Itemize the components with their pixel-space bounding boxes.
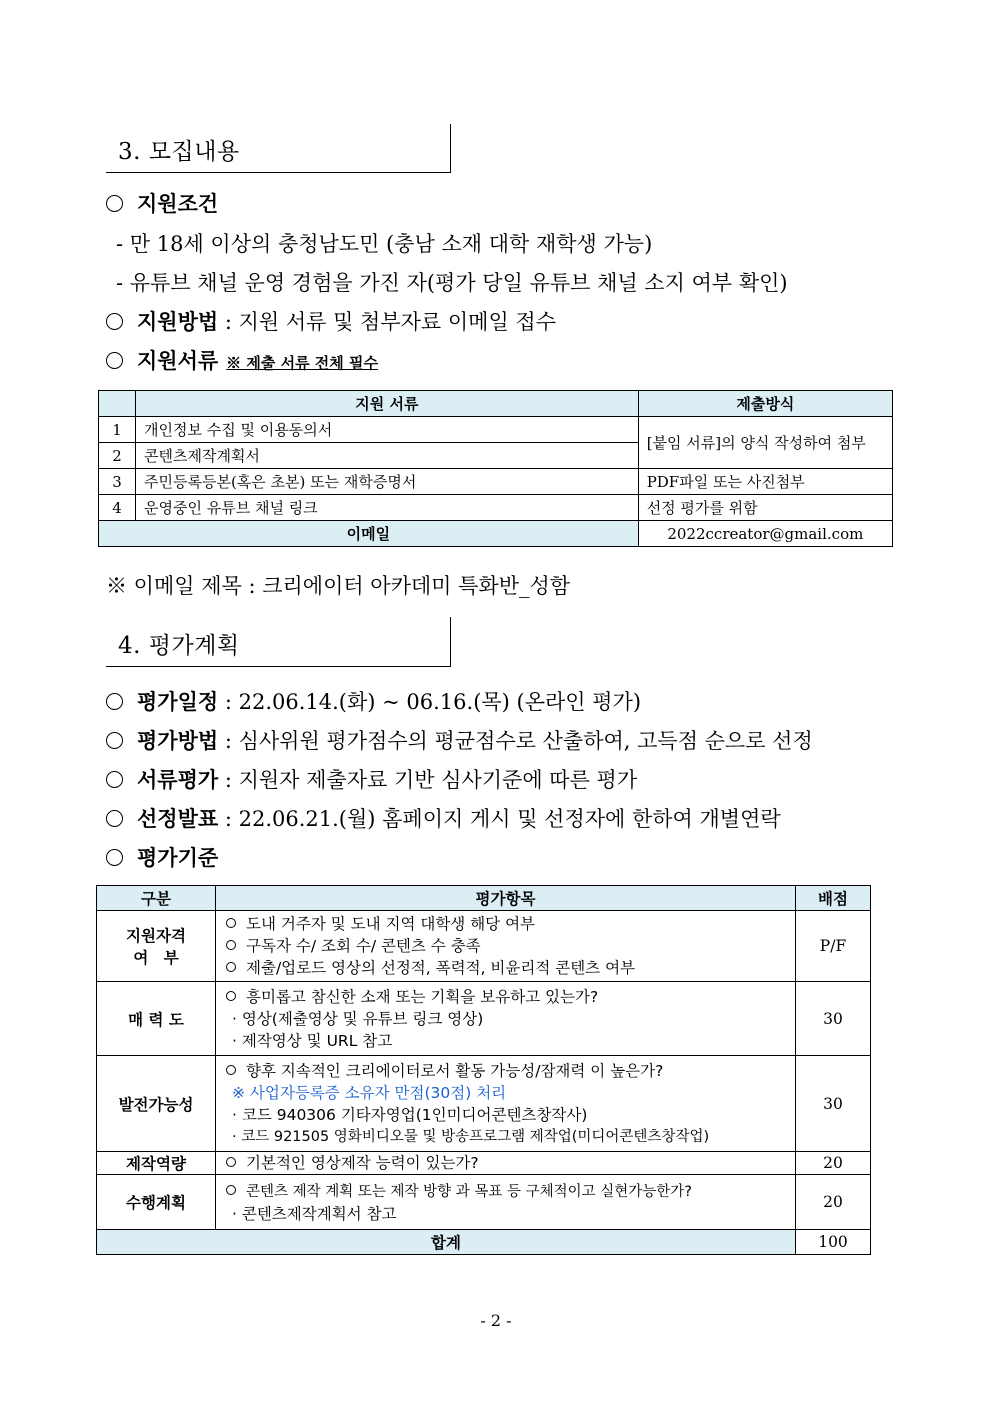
circle-icon	[226, 962, 236, 972]
header-items: 평가항목	[216, 886, 796, 911]
circle-bullet-icon	[106, 849, 123, 866]
row-number: 3	[99, 469, 136, 495]
items-cell: 향후 지속적인 크리에이터로서 활동 가능성/잠재력 이 높은가? ※ 사업자등록증 소유자 만점(30점) 처리 · 코드 940306 기타자영업(1인미디어콘텐츠창작사) · 코드 921505 영화비디오물 및 방송프로그램 제작업(미디어콘텐츠창작업)	[216, 1056, 796, 1152]
circle-bullet-icon	[106, 771, 123, 788]
business-registration-note: ※ 사업자등록증 소유자 만점(30점) 처리	[232, 1083, 507, 1102]
eligibility-line-2: - 유튜브 채널 운영 경험을 가진 자(평가 당일 유튜브 채널 소지 여부 확인)	[116, 271, 788, 295]
header-docs: 지원 서류	[136, 391, 639, 417]
circle-icon	[226, 991, 236, 1001]
section-4-title: 4. 평가계획	[118, 633, 240, 659]
docs-heading: 지원서류 ※ 제출 서류 전체 필수	[106, 345, 378, 375]
row-number: 1	[99, 417, 136, 443]
method-cell: PDF파일 또는 사진첨부	[638, 469, 892, 495]
circle-icon	[226, 918, 236, 928]
announcement-line: 선정발표 : 22.06.21.(월) 홈페이지 게시 및 선정자에 한하여 개별연락	[106, 803, 781, 833]
total-label: 합계	[97, 1230, 796, 1255]
eval-method-line: 평가방법 : 심사위원 평가점수의 평균점수로 산출하여, 고득점 순으로 선정	[106, 725, 813, 755]
email-subject-note: ※ 이메일 제목 : 크리에이터 아카데미 특화반_성함	[106, 574, 571, 598]
header-category: 구분	[97, 886, 216, 911]
circle-bullet-icon	[106, 195, 123, 212]
eligibility-heading: 지원조건	[106, 188, 218, 218]
eval-schedule-line: 평가일정 : 22.06.14.(화) ~ 06.16.(목) (온라인 평가)	[106, 686, 641, 716]
total-score: 100	[796, 1230, 871, 1255]
circle-bullet-icon	[106, 313, 123, 330]
circle-icon	[226, 1157, 236, 1167]
circle-icon	[226, 940, 236, 950]
email-value: 2022ccreator@gmail.com	[638, 521, 892, 547]
score-cell: 30	[796, 982, 871, 1056]
documents-table	[98, 390, 893, 547]
doc-cell: 콘텐츠제작계획서	[136, 443, 639, 469]
row-number: 4	[99, 495, 136, 521]
items-cell: 도내 거주자 및 도내 지역 대학생 해당 여부 구독자 수/ 조회 수/ 콘텐츠 수 충족 제출/업로드 영상의 선정적, 폭력적, 비윤리적 콘텐츠 여부	[216, 911, 796, 982]
page-number: - 2 -	[480, 1311, 512, 1330]
score-cell: P/F	[796, 911, 871, 982]
doc-cell: 개인정보 수집 및 이용동의서	[136, 417, 639, 443]
doc-eval-line: 서류평가 : 지원자 제출자료 기반 심사기준에 따른 평가	[106, 764, 637, 794]
category-cell: 매 력 도	[97, 982, 216, 1056]
email-label: 이메일	[99, 521, 639, 547]
header-score: 배점	[796, 886, 871, 911]
header-method: 제출방식	[638, 391, 892, 417]
score-cell: 30	[796, 1056, 871, 1152]
items-cell: 기본적인 영상제작 능력이 있는가?	[216, 1152, 796, 1175]
eligibility-line-1: - 만 18세 이상의 충청남도민 (충남 소재 대학 재학생 가능)	[116, 232, 653, 256]
criteria-heading: 평가기준	[106, 842, 218, 872]
circle-icon	[226, 1185, 236, 1195]
merged-method-cell: [붙임 서류]의 양식 작성하여 첨부	[638, 417, 892, 469]
doc-cell: 운영중인 유튜브 채널 링크	[136, 495, 639, 521]
circle-icon	[226, 1065, 236, 1075]
category-cell: 제작역량	[97, 1152, 216, 1175]
category-cell: 발전가능성	[97, 1056, 216, 1152]
circle-bullet-icon	[106, 810, 123, 827]
items-cell: 콘텐츠 제작 계획 또는 제작 방향 과 목표 등 구체적이고 실현가능한가? · 콘텐츠제작계획서 참고	[216, 1175, 796, 1230]
circle-bullet-icon	[106, 732, 123, 749]
category-cell: 수행계획	[97, 1175, 216, 1230]
items-cell: 흥미롭고 참신한 소재 또는 기획을 보유하고 있는가? · 영상(제출영상 및 유튜브 링크 영상) · 제작영상 및 URL 참고	[216, 982, 796, 1056]
method-cell: 선정 평가를 위함	[638, 495, 892, 521]
score-cell: 20	[796, 1175, 871, 1230]
criteria-table	[96, 885, 871, 1255]
circle-bullet-icon	[106, 352, 123, 369]
category-cell: 지원자격 여 부	[97, 911, 216, 982]
method-text: : 지원 서류 및 첨부자료 이메일 접수	[224, 310, 556, 334]
score-cell: 20	[796, 1152, 871, 1175]
circle-bullet-icon	[106, 693, 123, 710]
method-line: 지원방법 : 지원 서류 및 첨부자료 이메일 접수	[106, 306, 556, 336]
row-number: 2	[99, 443, 136, 469]
docs-note: ※ 제출 서류 전체 필수	[226, 354, 378, 372]
section-3-title: 3. 모집내용	[118, 139, 240, 165]
doc-cell: 주민등록등본(혹은 초본) 또는 재학증명서	[136, 469, 639, 495]
